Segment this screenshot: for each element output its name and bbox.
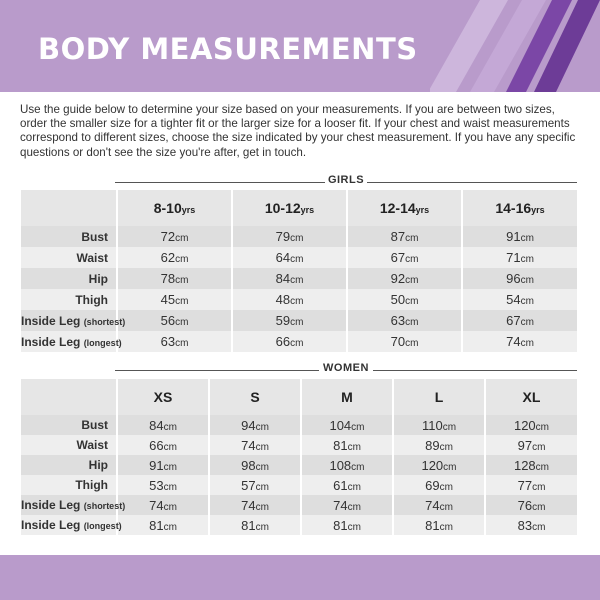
- value-unit: cm: [175, 296, 189, 307]
- value-unit: cm: [255, 481, 269, 493]
- girls-section-heading: [115, 174, 577, 190]
- measurement-value: [209, 455, 301, 475]
- girls-size-table: [21, 190, 577, 352]
- value-number: 71: [506, 250, 521, 265]
- measurement-value: [232, 331, 347, 352]
- measurement-value: [301, 455, 393, 475]
- measurement-name: Bust: [81, 418, 108, 432]
- measurement-value: [117, 268, 232, 289]
- measurement-value: [117, 310, 232, 331]
- measurement-value: [485, 455, 577, 475]
- value-number: 78: [160, 271, 176, 286]
- value-number: 62: [160, 250, 176, 265]
- measurement-value: [393, 455, 485, 475]
- value-unit: cm: [520, 254, 534, 265]
- value-unit: cm: [439, 441, 453, 453]
- measurement-note: (longest): [83, 521, 122, 531]
- value-number: 66: [275, 334, 291, 349]
- value-unit: cm: [163, 521, 177, 533]
- value-number: 87: [390, 229, 406, 244]
- size-label: 10-12: [264, 200, 301, 216]
- divider-line: [367, 182, 577, 183]
- measurement-value: [209, 515, 301, 535]
- value-number: 108: [329, 457, 352, 473]
- value-unit: cm: [405, 317, 419, 328]
- measurement-value: [485, 475, 577, 495]
- table-corner: [21, 190, 117, 226]
- measurement-value: [209, 475, 301, 495]
- value-unit: cm: [163, 441, 177, 453]
- value-unit: cm: [535, 421, 550, 433]
- measurement-value: [347, 289, 462, 310]
- measurement-note: (longest): [83, 337, 122, 348]
- value-number: 76: [517, 497, 533, 513]
- value-number: 50: [390, 292, 406, 307]
- value-number: 54: [506, 292, 521, 307]
- table-row: [21, 435, 577, 455]
- value-unit: cm: [175, 275, 189, 286]
- measurement-value: [232, 310, 347, 331]
- table-row: [21, 331, 577, 352]
- value-number: 74: [241, 437, 256, 453]
- value-unit: cm: [439, 481, 453, 493]
- measurement-label: [21, 331, 122, 352]
- value-number: 70: [390, 334, 406, 349]
- size-header: [301, 379, 393, 415]
- measurement-value: [117, 226, 232, 247]
- value-unit: cm: [532, 441, 546, 453]
- size-header: [232, 190, 347, 226]
- table-row: [21, 247, 577, 268]
- measurement-value: [117, 247, 232, 268]
- value-unit: cm: [532, 481, 546, 493]
- value-number: 66: [149, 437, 164, 453]
- measurement-label: [21, 475, 117, 495]
- footer-banner: [0, 555, 600, 600]
- girls-header-row: [21, 190, 577, 226]
- value-unit: cm: [439, 521, 453, 533]
- measurement-value: [485, 415, 577, 435]
- value-number: 53: [149, 477, 164, 493]
- measurement-value: [232, 289, 347, 310]
- value-number: 74: [425, 497, 440, 513]
- measurement-value: [117, 475, 209, 495]
- size-label: M: [341, 389, 353, 405]
- value-number: 81: [241, 517, 256, 533]
- measurement-value: [462, 289, 577, 310]
- value-unit: cm: [535, 461, 550, 473]
- size-label: XS: [153, 389, 173, 405]
- value-unit: cm: [255, 501, 269, 513]
- value-number: 45: [160, 292, 176, 307]
- value-number: 84: [149, 417, 164, 433]
- measurement-name: Inside Leg: [21, 313, 81, 328]
- size-header: [117, 190, 232, 226]
- measurement-value: [347, 310, 462, 331]
- measurement-label: [21, 415, 117, 435]
- measurement-label: [21, 515, 122, 535]
- value-number: 97: [517, 437, 533, 453]
- measurement-name: Inside Leg: [21, 334, 81, 349]
- decorative-stripes-icon: [430, 0, 600, 92]
- women-section-heading: [115, 362, 577, 378]
- value-unit: cm: [351, 461, 365, 473]
- measurement-value: [393, 495, 485, 515]
- value-unit: cm: [405, 254, 419, 265]
- measurement-name: Thigh: [75, 478, 108, 492]
- value-unit: cm: [532, 521, 546, 533]
- measurement-value: [117, 289, 232, 310]
- measurement-name: Waist: [76, 438, 108, 452]
- value-unit: cm: [347, 481, 361, 493]
- measurement-note: (shortest): [83, 316, 126, 327]
- measurement-value: [301, 475, 393, 495]
- measurement-value: [485, 515, 577, 535]
- measurement-value: [117, 331, 232, 352]
- measurement-value: [462, 331, 577, 352]
- value-number: 57: [241, 477, 256, 493]
- measurement-value: [393, 515, 485, 535]
- measurement-label: [21, 310, 126, 331]
- value-number: 128: [513, 457, 536, 473]
- table-row: [21, 475, 577, 495]
- value-unit: cm: [163, 421, 177, 433]
- value-number: 81: [333, 517, 348, 533]
- table-corner: [21, 379, 117, 415]
- page-title: BODY MEASUREMENTS: [38, 32, 418, 66]
- value-number: 63: [390, 313, 406, 328]
- size-label: L: [434, 389, 444, 405]
- value-unit: cm: [532, 501, 546, 513]
- measurement-note: (shortest): [83, 501, 126, 511]
- table-row: [21, 268, 577, 289]
- value-unit: cm: [290, 233, 304, 244]
- value-number: 74: [506, 334, 521, 349]
- value-unit: cm: [520, 338, 534, 349]
- value-number: 92: [390, 271, 406, 286]
- table-row: [21, 415, 577, 435]
- measurement-value: [347, 247, 462, 268]
- value-number: 79: [275, 229, 291, 244]
- value-unit: cm: [520, 317, 534, 328]
- value-unit: cm: [255, 461, 269, 473]
- measurement-value: [232, 226, 347, 247]
- value-unit: cm: [347, 521, 361, 533]
- measurement-value: [347, 226, 462, 247]
- value-unit: cm: [347, 441, 361, 453]
- divider-line: [373, 370, 577, 371]
- measurement-label: [21, 435, 117, 455]
- value-unit: cm: [255, 441, 269, 453]
- measurement-name: Inside Leg: [21, 498, 81, 512]
- table-row: [21, 226, 577, 247]
- value-unit: cm: [290, 338, 304, 349]
- value-number: 96: [506, 271, 521, 286]
- measurement-value: [462, 268, 577, 289]
- value-number: 81: [425, 517, 440, 533]
- value-number: 67: [506, 313, 521, 328]
- measurement-value: [462, 247, 577, 268]
- value-unit: cm: [520, 233, 534, 244]
- size-header: [117, 379, 209, 415]
- value-number: 69: [425, 477, 440, 493]
- value-unit: cm: [290, 317, 304, 328]
- measurement-value: [117, 435, 209, 455]
- value-number: 77: [517, 477, 533, 493]
- value-number: 61: [333, 477, 348, 493]
- table-row: [21, 310, 577, 331]
- measurement-name: Inside Leg: [21, 518, 81, 532]
- measurement-name: Hip: [88, 458, 108, 472]
- measurement-label: [21, 495, 126, 515]
- value-number: 63: [160, 334, 176, 349]
- value-unit: cm: [347, 501, 361, 513]
- value-number: 83: [517, 517, 533, 533]
- value-unit: cm: [405, 338, 419, 349]
- table-row: [21, 455, 577, 475]
- value-unit: cm: [175, 233, 189, 244]
- measurement-value: [117, 415, 209, 435]
- measurement-value: [209, 415, 301, 435]
- measurement-value: [393, 475, 485, 495]
- measurement-value: [117, 495, 209, 515]
- measurement-value: [301, 515, 393, 535]
- header-banner: [0, 0, 600, 92]
- value-number: 98: [241, 457, 256, 473]
- value-number: 120: [513, 417, 536, 433]
- measurement-label: [21, 268, 117, 289]
- value-unit: cm: [290, 254, 304, 265]
- value-number: 74: [333, 497, 348, 513]
- women-section-label: WOMEN: [323, 362, 369, 374]
- value-unit: cm: [290, 275, 304, 286]
- intro-paragraph: Use the guide below to determine your size based on your measurements. If you are between two sizes, order the smaller size for a tighter fit or the larger size for a looser fit. If your chest and waist measurements correspond to different sizes, choose the size indicated by your chest measurement. If you have any specific questions or don't see the size you're after, get in touch.: [20, 103, 576, 159]
- measurement-value: [301, 415, 393, 435]
- value-number: 94: [241, 417, 256, 433]
- measurement-value: [209, 435, 301, 455]
- measurement-value: [485, 435, 577, 455]
- value-number: 89: [425, 437, 440, 453]
- value-number: 81: [333, 437, 348, 453]
- measurement-value: [209, 495, 301, 515]
- value-number: 104: [329, 417, 352, 433]
- value-number: 72: [160, 229, 176, 244]
- size-suffix: yrs: [415, 205, 430, 215]
- value-unit: cm: [351, 421, 365, 433]
- measurement-label: [21, 289, 117, 310]
- size-header: [209, 379, 301, 415]
- women-header-row: [21, 379, 577, 415]
- girls-section-label: GIRLS: [327, 174, 365, 186]
- size-label: 14-16: [495, 200, 532, 216]
- value-number: 120: [421, 457, 444, 473]
- table-row: [21, 515, 577, 535]
- size-header: [347, 190, 462, 226]
- measurement-label: [21, 455, 117, 475]
- value-number: 67: [390, 250, 406, 265]
- value-number: 81: [149, 517, 164, 533]
- value-unit: cm: [163, 461, 177, 473]
- size-suffix: yrs: [300, 205, 315, 215]
- value-number: 91: [149, 457, 164, 473]
- value-unit: cm: [255, 521, 269, 533]
- women-size-table: [21, 379, 577, 535]
- table-row: [21, 495, 577, 515]
- measurement-value: [393, 415, 485, 435]
- table-row: [21, 289, 577, 310]
- size-header: [462, 190, 577, 226]
- value-unit: cm: [442, 421, 457, 433]
- measurement-label: [21, 226, 117, 247]
- size-header: [393, 379, 485, 415]
- size-suffix: yrs: [181, 205, 196, 215]
- value-unit: cm: [175, 338, 189, 349]
- value-unit: cm: [520, 275, 534, 286]
- measurement-value: [485, 495, 577, 515]
- value-unit: cm: [290, 296, 304, 307]
- value-unit: cm: [175, 317, 189, 328]
- value-number: 91: [506, 229, 521, 244]
- value-number: 64: [275, 250, 291, 265]
- value-unit: cm: [163, 501, 177, 513]
- measurement-name: Thigh: [75, 292, 108, 307]
- value-unit: cm: [405, 233, 419, 244]
- value-unit: cm: [255, 421, 269, 433]
- value-unit: cm: [175, 254, 189, 265]
- measurement-value: [347, 268, 462, 289]
- size-label: 12-14: [379, 200, 416, 216]
- measurement-name: Waist: [76, 250, 108, 265]
- size-suffix: yrs: [531, 205, 545, 215]
- value-unit: cm: [405, 275, 419, 286]
- value-unit: cm: [405, 296, 419, 307]
- measurement-name: Bust: [81, 229, 108, 244]
- value-number: 74: [241, 497, 256, 513]
- measurement-value: [462, 310, 577, 331]
- value-number: 48: [275, 292, 291, 307]
- measurement-value: [347, 331, 462, 352]
- measurement-name: Hip: [88, 271, 108, 286]
- measurement-value: [301, 435, 393, 455]
- value-unit: cm: [439, 501, 453, 513]
- measurement-value: [232, 268, 347, 289]
- value-unit: cm: [520, 296, 534, 307]
- value-number: 59: [275, 313, 291, 328]
- value-number: 56: [160, 313, 176, 328]
- value-unit: cm: [443, 461, 457, 473]
- measurement-value: [232, 247, 347, 268]
- size-label: XL: [522, 389, 541, 405]
- measurement-value: [462, 226, 577, 247]
- measurement-label: [21, 247, 117, 268]
- value-number: 74: [149, 497, 164, 513]
- measurement-value: [301, 495, 393, 515]
- measurement-value: [117, 515, 209, 535]
- size-label: S: [250, 389, 260, 405]
- value-unit: cm: [163, 481, 177, 493]
- measurement-value: [117, 455, 209, 475]
- value-number: 110: [421, 417, 443, 433]
- size-label: 8-10: [153, 200, 182, 216]
- value-number: 84: [275, 271, 291, 286]
- size-header: [485, 379, 577, 415]
- measurement-value: [393, 435, 485, 455]
